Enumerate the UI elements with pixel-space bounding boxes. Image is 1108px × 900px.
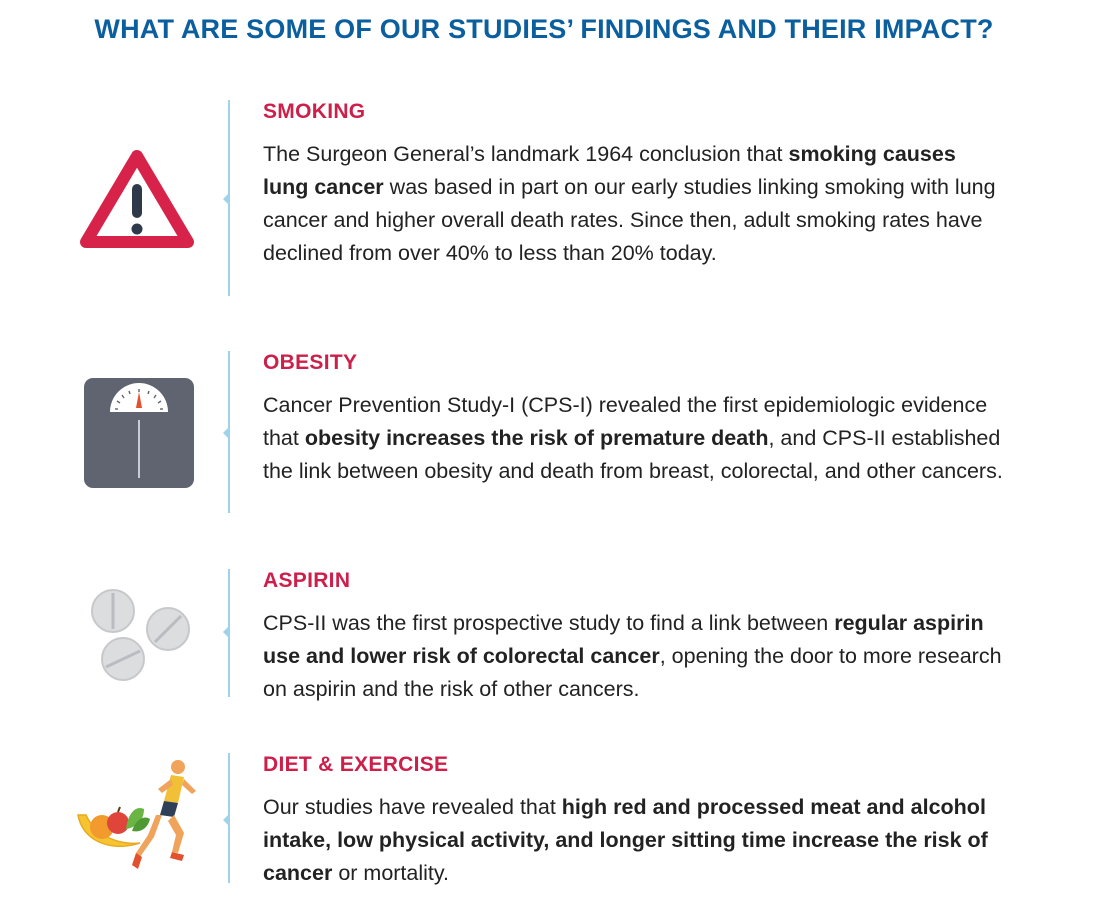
bathroom-scale-icon xyxy=(84,378,194,488)
section-heading: ASPIRIN xyxy=(263,569,351,592)
section-heading: SMOKING xyxy=(263,100,366,123)
section-divider xyxy=(228,351,230,513)
warning-triangle-icon xyxy=(78,148,196,252)
section-body: Cancer Prevention Study-I (CPS-I) revealed the first epidemiologic evidence that obesity increases the risk of premature death, and CPS-II established the link between obesity and death from breast, colorectal, and other cancers. xyxy=(263,393,1003,483)
section-smoking xyxy=(0,100,1108,300)
section-divider xyxy=(228,753,230,883)
section-heading: DIET & EXERCISE xyxy=(263,753,449,776)
section-aspirin xyxy=(0,569,1108,699)
runner-with-fruit-icon xyxy=(74,757,202,881)
section-text xyxy=(263,351,1003,488)
section-text xyxy=(263,569,1003,706)
section-text xyxy=(263,753,1003,890)
section-heading: OBESITY xyxy=(263,351,358,374)
section-divider xyxy=(228,100,230,296)
section-obesity xyxy=(0,351,1108,516)
page-title: WHAT ARE SOME OF OUR STUDIES’ FINDINGS AND THEIR IMPACT? xyxy=(94,14,994,44)
pills-icon xyxy=(88,587,192,683)
section-text xyxy=(263,100,1003,270)
section-body: The Surgeon General’s landmark 1964 conclusion that smoking causes lung cancer was based in part on our early studies linking smoking with lung cancer and higher overall death rates. Since then, adult smoking rates have declined from over 40% to less than 20% today. xyxy=(263,142,996,265)
section-body: Our studies have revealed that high red and processed meat and alcohol intake, low physical activity, and longer sitting time increase the risk of cancer or mortality. xyxy=(263,795,988,885)
section-divider xyxy=(228,569,230,697)
section-body: CPS-II was the first prospective study to find a link between regular aspirin use and lower risk of colorectal cancer, opening the door to more research on aspirin and the risk of other cancers. xyxy=(263,611,1002,701)
section-diet-exercise xyxy=(0,753,1108,888)
